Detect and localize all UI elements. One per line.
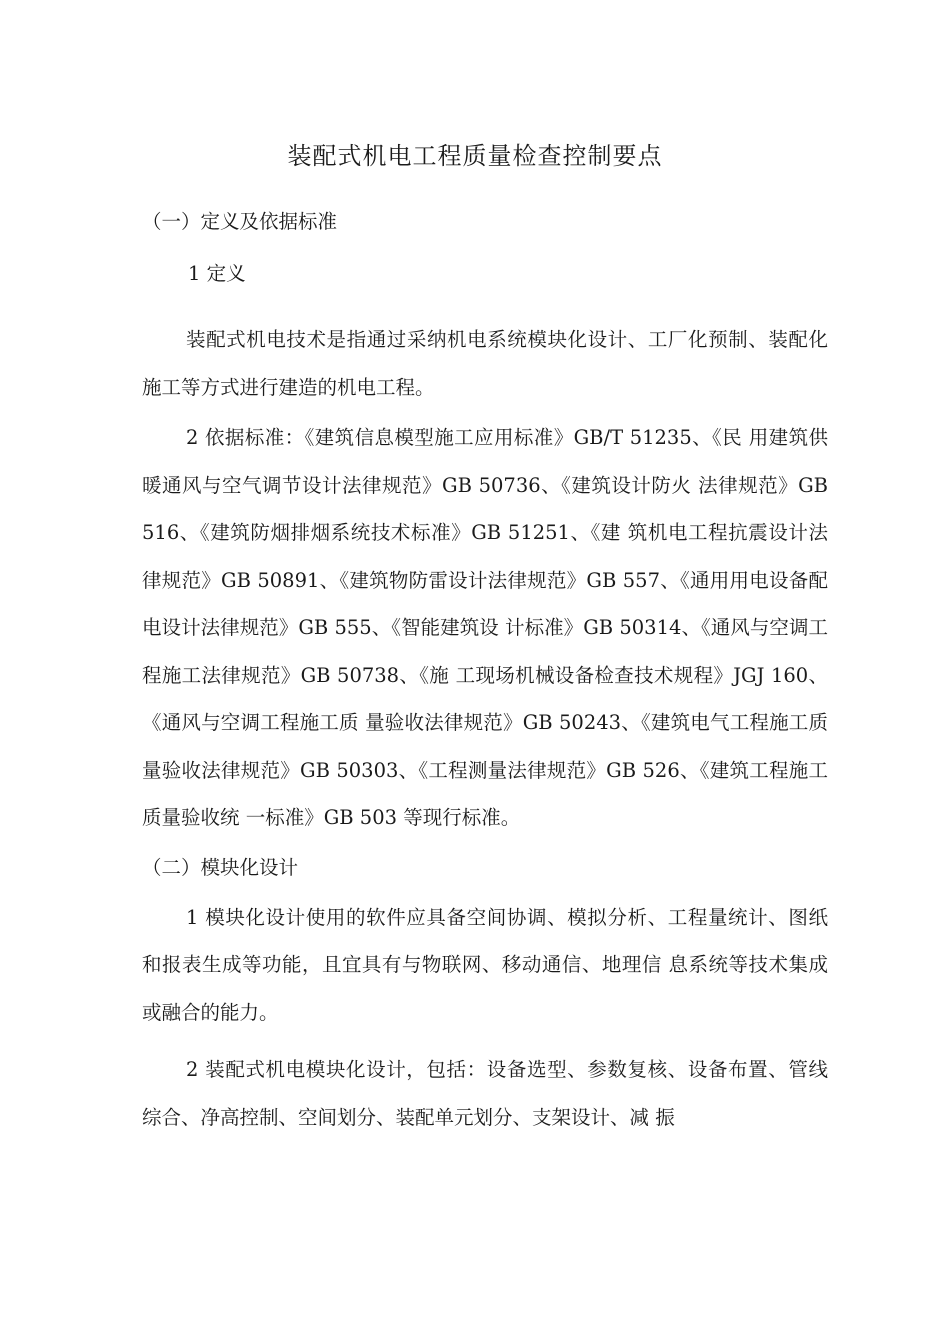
definition-paragraph: 装配式机电技术是指通过采纳机电系统模块化设计、工厂化预制、装配化施工等方式进行建造的机电工程。 [142,328,828,399]
spacer [142,1036,828,1046]
subheading-definition: 1 定义 [188,262,246,285]
modular-design-item-2: 2 装配式机电模块化设计，包括：设备选型、参数复核、设备布置、管线综合、净高控制、空间划分、装配单元划分、支架设计、减 振 [142,1058,828,1129]
document-title: 装配式机电工程质量检查控制要点 [287,142,663,170]
section-heading-modular-design: （二）模块化设计 [142,855,299,879]
document-body [142,196,828,1141]
section-heading-definition: （一）定义及依据标准 [142,210,338,233]
standards-paragraph: 2 依据标准：《建筑信息模型施工应用标准》GB/T 51235、《民 用建筑供暖通风与空气调节设计法律规范》GB 50736、《建筑设计防火 法律规范》GB 516、《建筑防烟排烟系统技术标准》GB 51251、《建 筑机电工程抗震设计法律规范》GB 50891、《建筑物防雷设计法律规范》GB 557、《通用用电设备配电设计法律规范》GB 555、《智能建筑设 计标准》GB 50314、《通风与空调工程施工法律规范》GB 50738、《施 工现场机械设备检查技术规程》JGJ 160、《通风与空调工程施工质 量验收法律规范》GB 50243、《建筑电气工程施工质量验收法律规范》GB 50303、《工程测量法律规范》GB 526、《建筑工程施工质量验收统 一标准》GB 503 等现行标准。 [142,426,828,829]
spacer [142,300,828,316]
modular-design-item-1: 1 模块化设计使用的软件应具备空间协调、模拟分析、工程量统计、图纸和报表生成等功能，且宜具有与物联网、移动通信、地理信 息系统等技术集成或融合的能力。 [142,905,828,1024]
